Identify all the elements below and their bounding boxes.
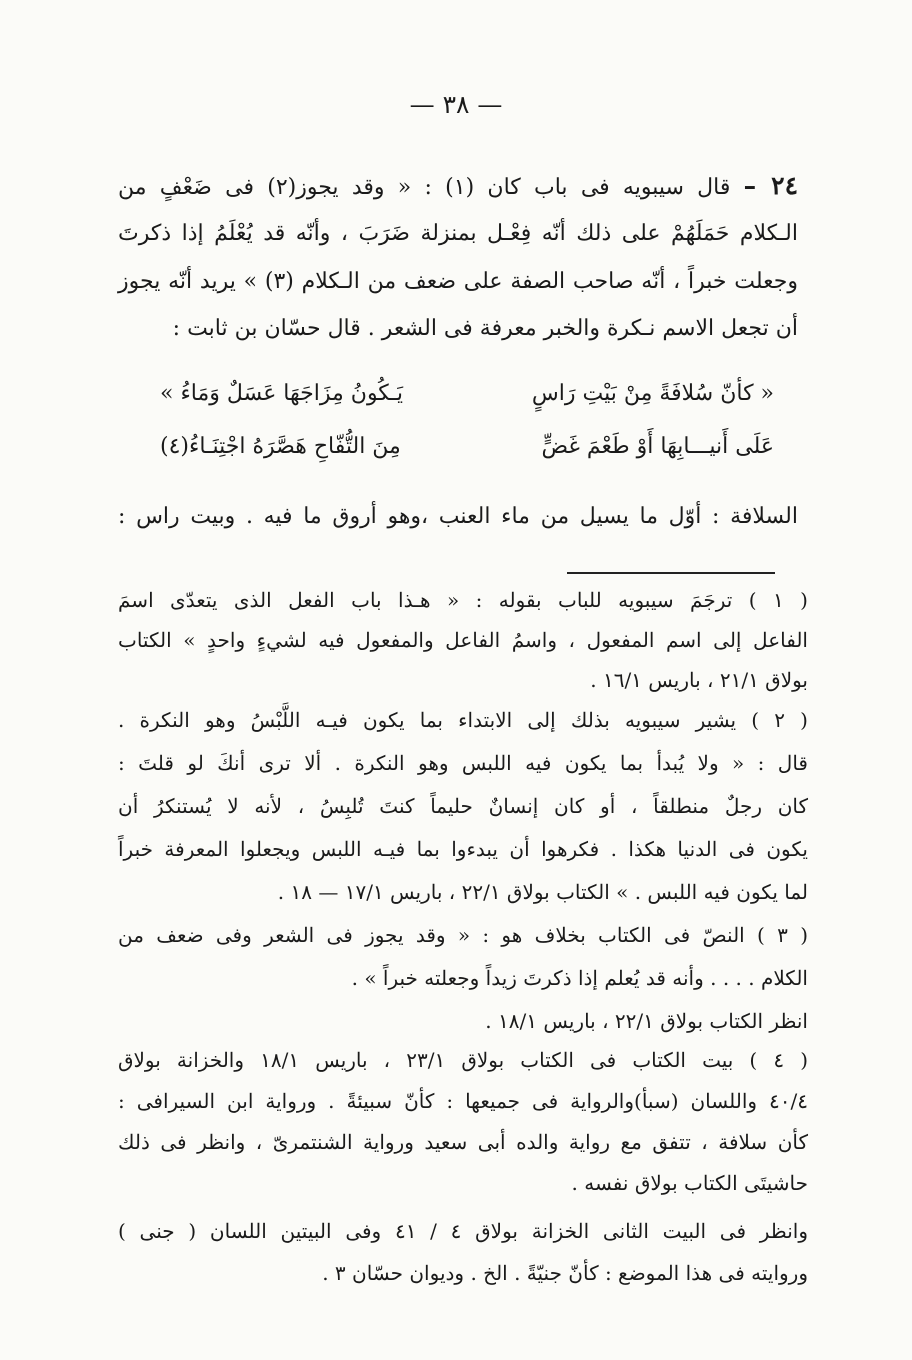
section-number: ٢٤ – (743, 171, 798, 200)
body-line: أن تجعل الاسم نـكرة والخبر معرفة فى الشعر . قال حسّان بن ثابت : (172, 316, 798, 341)
footnote-line: بولاق ٢١/١ ، باريس ١٦/١ . (590, 668, 808, 692)
footnote-line: الفاعل إلى اسم المفعول ، واسمُ الفاعل والمفعول فيه لشيءٍ واحدٍ » الكتاب (118, 628, 808, 652)
footnote-line: ٤٠/٤ واللسان (سبأ)والرواية فى جميعها : كأنّ سبيئةً . ورواية ابن السيرافى : (118, 1089, 808, 1113)
footnote-line: وانظر فى البيت الثانى الخزانة بولاق ٤ / ٤١ وفى البيتين اللسان ( جنى ) (118, 1219, 808, 1243)
footnote-line: لما يكون فيه اللبس . » الكتاب بولاق ٢٢/١ ، باريس ١٧/١ — ١٨ . (277, 880, 808, 904)
body-line: الـكلام حَمَلَهُمْ على ذلك أنّه فِعْـل بمنزلة ضَرَبَ ، وأنّه قد يُعْلَمُ إذا ذكرتَ (118, 221, 798, 246)
footnote-line: ( ١ ) ترجَمَ سيبويه للباب بقوله : « هـذا باب الفعل الذى يتعدّى اسمَ (118, 588, 808, 612)
footnote-line: حاشيتَى الكتاب بولاق نفسه . (571, 1171, 808, 1195)
body-line: وجعلت خبراً ، أنّه صاحب الصفة على ضعف من الـكلام (٣) » يريد أنّه يجوز (118, 269, 798, 294)
footnote-separator (567, 572, 775, 574)
footnote-line: قال : « ولا يُبدأ بما يكون فيه اللبس وهو النكرة . ألا ترى أنكَ لو قلتَ : (118, 751, 808, 775)
page-number: — ٣٨ — (409, 90, 503, 119)
footnote-line: ( ٤ ) بيت الكتاب فى الكتاب بولاق ٢٣/١ ، باريس ١٨/١ والخزانة بولاق (118, 1048, 808, 1072)
footnote-line: يكون فى الدنيا هكذا . فكرهوا أن يبدءوا بما فيـه اللبس ويجعلوا المعرفة خبراً (118, 837, 808, 861)
verse-hemistich-first: عَلَى أَنيـــابِهَا أَوْ طَعْمَ غَضٍّ (541, 434, 774, 459)
verse-hemistich-first: « كأنّ سُلافَةً مِنْ بَيْتِ رَاسٍ (531, 381, 774, 406)
footnote-line: وروايته فى هذا الموضع : كأنّ جنيّةً . الخ . وديوان حسّان ٣ . (322, 1261, 808, 1285)
body-line-text: قال سيبويه فى باب كان (١) : « وقد يجوز(٢) فى ضَعْفٍ من (118, 175, 731, 200)
footnote-line: كان رجلٌ منطلقاً ، أو كان إنسانٌ حليماً كنتَ تُلبِسُ ، لأنه لا يُستنكرُ أن (118, 794, 808, 818)
body-line (118, 172, 798, 202)
footnote-line: ( ٣ ) النصّ فى الكتاب بخلاف هو : « وقد يجوز فى الشعر وفى ضعف من (118, 923, 808, 947)
footnote-line: كأن سلافة ، تتفق مع رواية والده أبى سعيد ورواية الشنتمرىّ ، وانظر فى ذلك (118, 1130, 808, 1154)
footnote-line: انظر الكتاب بولاق ٢٢/١ ، باريس ١٨/١ . (485, 1009, 808, 1033)
footnote-line: الكلام . . . . وأنه قد يُعلم إذا ذكرتَ زيداً وجعلته خبراً » . (351, 966, 808, 990)
verse-hemistich-second: يَـكُونُ مِزَاجَهَا عَسَلٌ وَمَاءُ » (160, 381, 404, 406)
footnote-line: ( ٢ ) يشير سيبويه بذلك إلى الابتداء بما يكون فيـه اللَّبْسُ وهو النكرة . (118, 708, 808, 732)
body-line: السلافة : أوّل ما يسيل من ماء العنب ،وهو أروق ما فيه . وبيت راس : (118, 504, 798, 529)
verse-hemistich-second: مِنَ التُّفّاحِ هَصَّرَهُ اجْتِنَـاءُ(٤) (160, 434, 401, 459)
